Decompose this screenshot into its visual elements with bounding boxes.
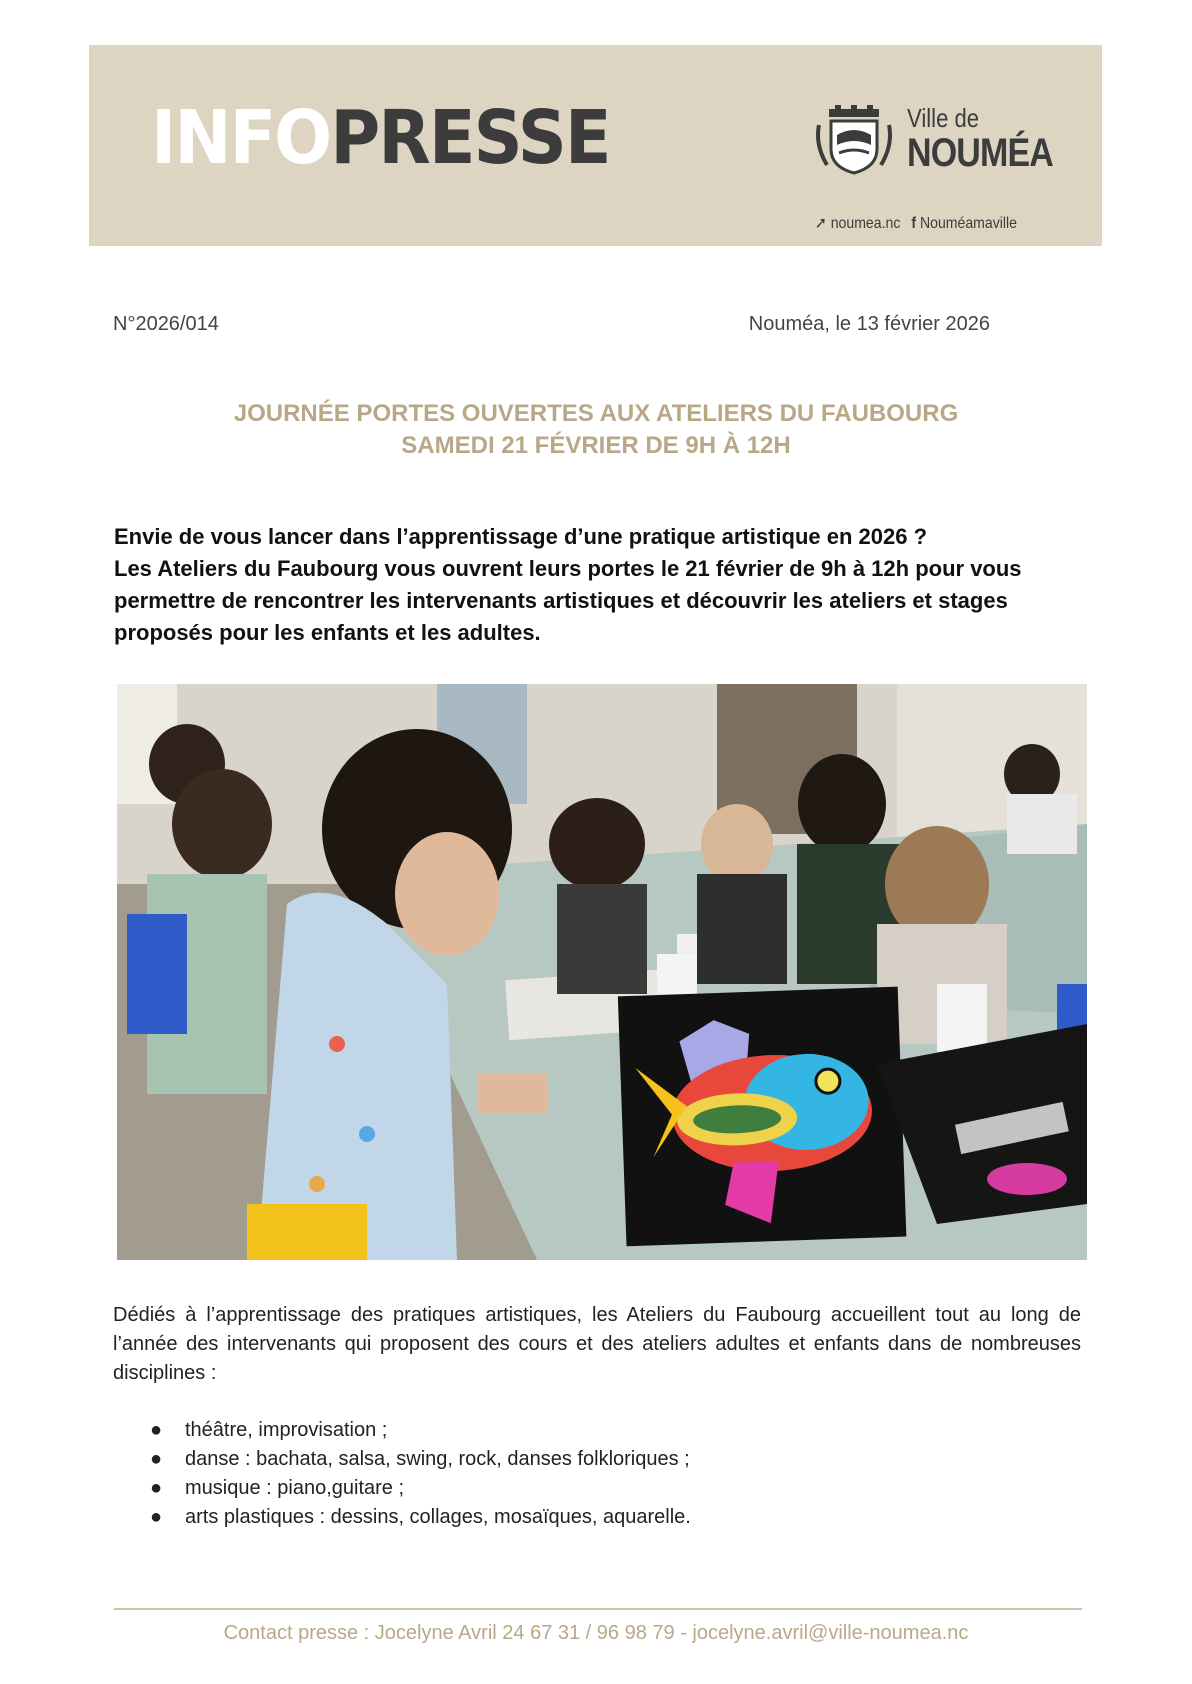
press-contact: Contact presse : Jocelyne Avril 24 67 31 / 96 98 79 - jocelyne.avril@ville-noumea.nc [223, 1622, 969, 1644]
infopresse-logo [151, 95, 610, 181]
lead-paragraph [114, 521, 1084, 649]
list-item [150, 1474, 691, 1503]
website-link[interactable]: noumea.nc [830, 215, 901, 232]
brand-noumea: NOUMÉA [907, 131, 1054, 175]
bullet-icon: ● [150, 1506, 163, 1528]
list-item [150, 1503, 691, 1532]
workshop-photo [117, 684, 1087, 1260]
bullet-icon: ● [150, 1419, 163, 1441]
ville-noumea-brand [815, 103, 1055, 232]
brand-ville-de: Ville de [907, 103, 980, 133]
city-crest-icon [815, 105, 893, 175]
footer-divider [114, 1608, 1082, 1610]
bullet-icon: ● [150, 1448, 163, 1470]
list-item [150, 1445, 691, 1474]
workshop-photo-illustration [117, 684, 1087, 1260]
disciplines-list [150, 1416, 691, 1532]
social-links [815, 213, 1017, 233]
lead-line-1: Envie de vous lancer dans l’apprentissage d’une pratique artistique en 2026 ? [114, 524, 928, 549]
list-item-text: arts plastiques : dessins, collages, mosaïques, aquarelle. [185, 1506, 691, 1528]
list-item-text: théâtre, improvisation ; [185, 1419, 388, 1441]
list-item-text: musique : piano,guitare ; [185, 1477, 405, 1499]
title-line-2: SAMEDI 21 FÉVRIER DE 9H À 12H [401, 432, 791, 459]
list-item-text: danse : bachata, salsa, swing, rock, danses folkloriques ; [185, 1448, 690, 1470]
press-release-date: Nouméa, le 13 février 2026 [748, 313, 990, 335]
press-release-number: N°2026/014 [113, 313, 219, 335]
facebook-icon: f [911, 215, 917, 232]
body-paragraph: Dédiés à l’apprentissage des pratiques artistiques, les Ateliers du Faubourg accueillent tout au long de l’année des intervenants qui proposent des cours et des ateliers adultes et enfants dans de nombreuses disciplines : [113, 1304, 1081, 1384]
facebook-link[interactable]: Nouméamaville [919, 215, 1017, 232]
logo-presse-word: PRESSE [330, 95, 610, 181]
list-item [150, 1416, 691, 1445]
bullet-icon: ● [150, 1477, 163, 1499]
send-icon: ➚ [815, 215, 827, 232]
title-line-1: JOURNÉE PORTES OUVERTES AUX ATELIERS DU FAUBOURG [233, 400, 959, 427]
page-title [0, 398, 1192, 462]
logo-info-word: INFO [151, 95, 331, 181]
press-header [89, 45, 1102, 246]
lead-line-2: Les Ateliers du Faubourg vous ouvrent leurs portes le 21 février de 9h à 12h pour vous permettre de rencontrer les intervenants artistiques et découvrir les ateliers et stages proposés pour les enfants et les adultes. [114, 556, 1022, 645]
